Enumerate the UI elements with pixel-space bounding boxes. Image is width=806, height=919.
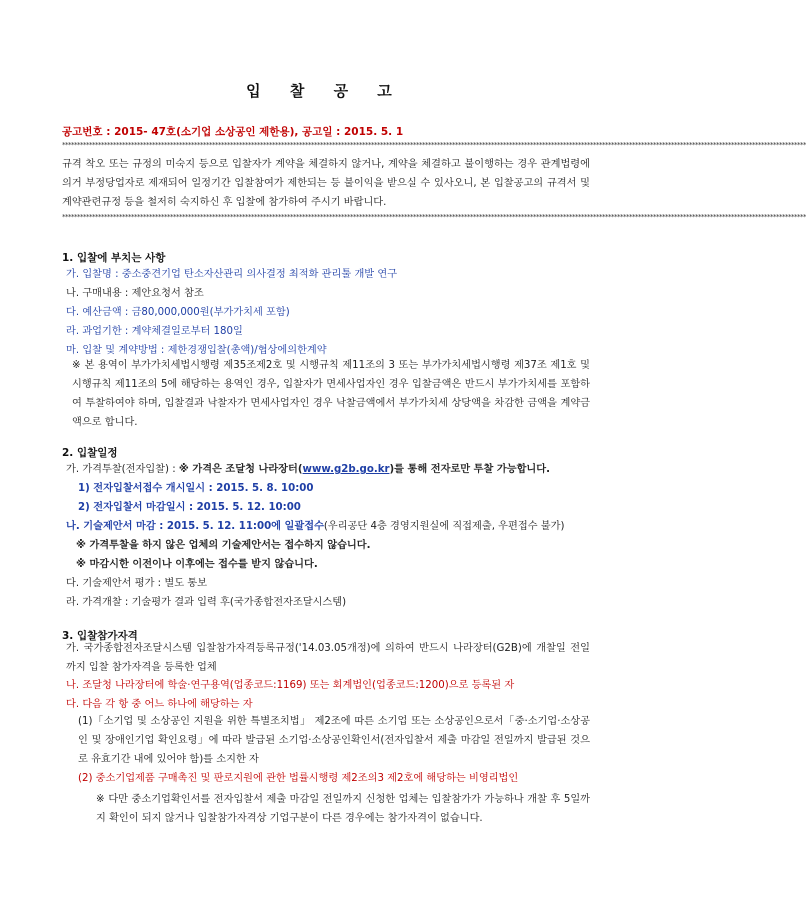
section3-sub-2: (2) 중소기업제품 구매촉진 및 판로지원에 관한 법률시행령 제2조의3 제2호에 해당하는 비영리법인: [78, 773, 519, 784]
notice-number-line: 공고번호 : 2015- 47호(소기업 소상공인 제한용), 공고일 : 2015. 5. 1: [62, 126, 404, 138]
section2-item-na-bold: 나. 기술제안서 마감 : 2015. 5. 12. 11:00에 일괄접수: [66, 521, 324, 532]
section3-note: ※ 다만 중소기업확인서를 전자입찰서 제출 마감일 전일까지 신청한 업체는 입찰참가가 가능하나 개찰 후 5일까지 확인이 되지 않거나 입찰참가자격상 기업구분이 다른 경우에는 참가자격이 없습니다.: [96, 794, 590, 824]
section2-item-na: [66, 518, 564, 536]
section1-note: ※ 본 용역이 부가가치세법시행령 제35조제2호 및 시행규칙 제11조의 3 또는 부가가치세법시행령 제37조 제1호 및 시행규칙 제11조의 5에 해당하는 용역인 경우, 입찰자가 면세사업자인 경우 입찰금액은 반드시 부가가치세를 포함하여 투찰하여야 하며, 입찰결과 낙찰자가 면세사업자인 경우 낙찰금액에서 부가가치세 상당액을 차감한 금액을 계약금액으로 합니다.: [72, 360, 590, 428]
star-divider-top: ********************************************************************************************************************************************************************************************************************************************************: [62, 141, 806, 149]
section3-item-da: 다. 다음 각 항 중 어느 하나에 해당하는 자: [66, 699, 253, 710]
section1-heading: 1. 입찰에 부치는 사항: [62, 252, 166, 264]
section1-item-ga: 가. 입찰명 : 중소중견기업 탄소자산관리 의사결정 최적화 관리툴 개발 연구: [66, 269, 398, 280]
section2-warning-1: ※ 가격투찰을 하지 않은 업체의 기술제안서는 접수하지 않습니다.: [76, 540, 371, 551]
section2-item-ga-suffix: )를 통해 전자로만 투찰 가능합니다.: [389, 464, 550, 475]
section2-item-na-rest: (우리공단 4층 경영지원실에 직접제출, 우편접수 불가): [323, 521, 565, 532]
page-title: 입 찰 공 고: [246, 82, 404, 100]
section3-sub-1: (1)「소기업 및 소상공인 지원을 위한 특별조치법」 제2조에 따른 소기업 또는 소상공인으로서「중·소기업·소상공인 및 장애인기업 확인요령」에 따라 발급된 소기업·소상공인확인서(전자입찰서 제출 마감일 전일까지 발급된 것으로 유효기간 내에 있어야 함)를 소지한 자: [78, 716, 590, 765]
section2-warning-2: ※ 마감시한 이전이나 이후에는 접수를 받지 않습니다.: [76, 559, 318, 570]
section2-item-ga-prefix: 가. 가격투찰(전자입찰) :: [66, 464, 179, 475]
section2-open-time: 1) 전자입찰서접수 개시일시 : 2015. 5. 8. 10:00: [78, 483, 314, 494]
section3-item-ga: 가. 국가종합전자조달시스템 입찰참가자격등록규정('14.03.05개정)에 의하여 반드시 나라장터(G2B)에 개찰일 전일까지 입찰 참가자격을 등록한 업체: [66, 643, 590, 673]
section1-item-na: 나. 구매내용 : 제안요청서 참조: [66, 288, 204, 299]
section2-item-ga-bold: ※ 가격은 조달청 나라장터(: [178, 464, 303, 475]
section3-heading: 3. 입찰참가자격: [62, 630, 138, 642]
section1-item-ra: 라. 과업기한 : 계약체결일로부터 180일: [66, 326, 243, 337]
section3-item-na: 나. 조달청 나라장터에 학술·연구용역(업종코드:1169) 또는 회계법인(업종코드:1200)으로 등록된 자: [66, 680, 515, 691]
g2b-link[interactable]: www.g2b.go.kr: [302, 464, 390, 475]
section2-heading: 2. 입찰일정: [62, 447, 118, 459]
section2-close-time: 2) 전자입찰서 마감일시 : 2015. 5. 12. 10:00: [78, 502, 301, 513]
section2-item-da: 다. 기술제안서 평가 : 별도 통보: [66, 578, 207, 589]
section1-item-ma: 마. 입찰 및 계약방법 : 제한경쟁입찰(총액)/협상에의한계약: [66, 345, 327, 356]
section2-item-ra: 라. 가격개찰 : 기술평가 결과 입력 후(국가종합전자조달시스템): [66, 597, 347, 608]
section2-item-ga: [66, 461, 550, 479]
star-divider-bottom: ********************************************************************************************************************************************************************************************************************************************************: [62, 213, 806, 221]
intro-paragraph: 규격 착오 또는 규정의 미숙지 등으로 입찰자가 계약을 체결하지 않거나, 계약을 체결하고 불이행하는 경우 관계법령에 의거 부정당업자로 제재되어 일정기간 입찰참여가 제한되는 등 불이익을 받으실 수 있사오니, 본 입찰공고의 규격서 및 계약관련규정 등을 철저히 숙지하신 후 입찰에 참가하여 주시기 바랍니다.: [62, 159, 590, 208]
section1-item-da: 다. 예산금액 : 금80,000,000원(부가가치세 포함): [66, 307, 290, 318]
